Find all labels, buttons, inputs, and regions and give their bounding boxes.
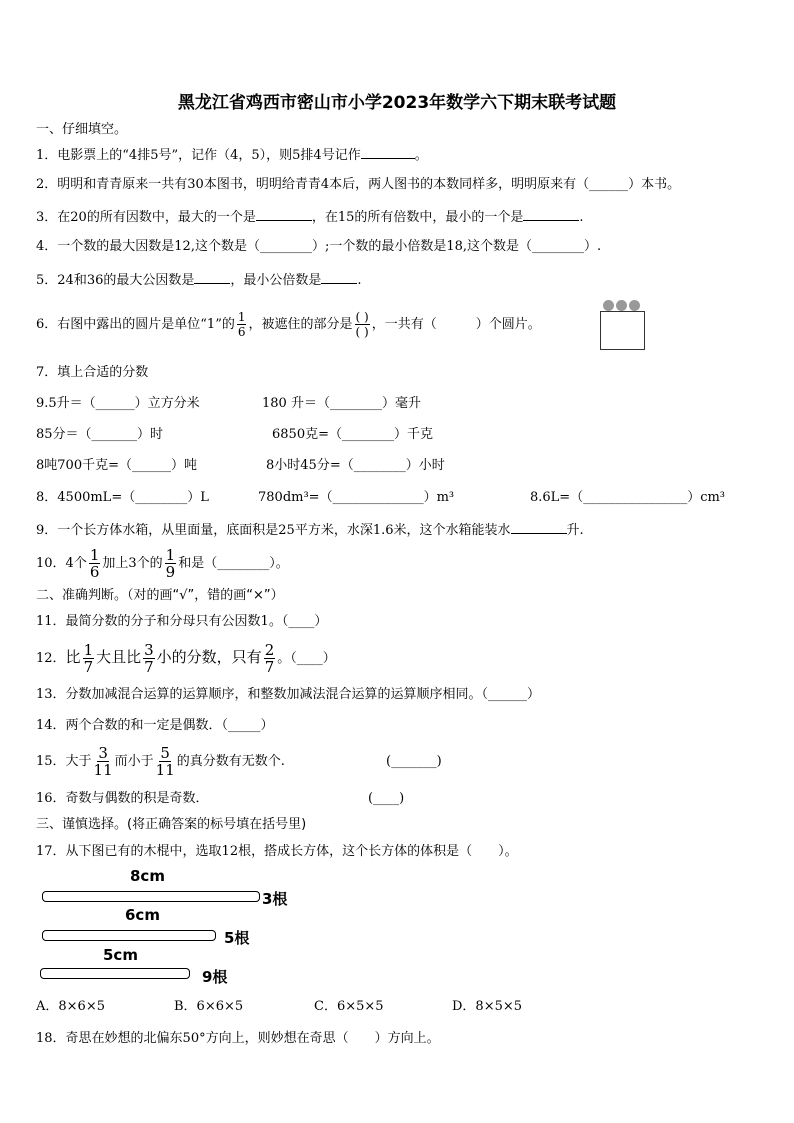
section-1-heading: 一、仔细填空。: [36, 122, 128, 137]
answer-blank[interactable]: [511, 520, 567, 534]
q7-row-3-left: 8吨700千克=（______）吨: [36, 458, 197, 473]
question-4: 4．一个数的最大因数是12,这个数是（________）;一个数的最小倍数是18,这个数是（________）.: [36, 239, 602, 254]
question-8c: 8.6L=（________________）cm³: [530, 490, 726, 505]
question-11: 11．最简分数的分子和分母只有公因数1。（____）: [36, 614, 328, 629]
option-d[interactable]: D．8×5×5: [452, 999, 523, 1014]
question-5: 5．24和36的最大公因数是 ，最小公倍数是 .: [36, 270, 362, 290]
stick-8cm: [42, 891, 260, 902]
fraction: $\frac{1}{7}$: [83, 640, 94, 676]
answer-blank[interactable]: [523, 207, 579, 221]
stick-5cm: [40, 968, 190, 979]
fraction: $\frac{5}{11}$: [155, 744, 175, 779]
covered-discs-figure: [600, 298, 646, 352]
answer-blank[interactable]: [361, 145, 415, 159]
section-2-heading: 二、准确判断。（对的画“√”，错的画“×”）: [36, 588, 284, 603]
fraction-blank[interactable]: $\frac{( )}{( )}$: [355, 310, 369, 339]
fraction: $\frac{2}{7}$: [264, 640, 275, 676]
question-6: 6．右图中露出的圆片是单位“1”的 $\frac{1}{6}$ ，被遮住的部分是 $\frac{( )}{( )}$ ，一共有（ ）个圆片。: [36, 310, 541, 339]
stick-length-label: 8cm: [130, 867, 165, 885]
fraction: $\frac{1}{6}$: [89, 546, 100, 581]
q7-row-3-right: 8小时45分=（________）小时: [266, 458, 445, 473]
fraction: $\frac{1}{9}$: [165, 546, 176, 581]
question-18: 18．奇思在妙想的北偏东50°方向上，则妙想在奇思（ ）方向上。: [36, 1031, 440, 1046]
stick-count-label: 5根: [224, 929, 250, 947]
question-7: 7．填上合适的分数: [36, 365, 149, 380]
stick-length-label: 6cm: [125, 906, 160, 924]
option-c[interactable]: C．6×5×5: [314, 999, 384, 1014]
question-8a: 8．4500mL=（________）L: [36, 490, 209, 505]
disc-icon: [629, 300, 640, 311]
q15-answer[interactable]: (_______): [386, 754, 442, 769]
question-15: 15．大于 $\frac{3}{11}$ 而小于 $\frac{5}{11}$ 的真分数有无数个.: [36, 744, 285, 779]
q7-row-2-right: 6850克=（________）千克: [272, 427, 433, 442]
question-17: 17．从下图已有的木棍中，选取12根，搭成长方体，这个长方体的体积是（ ）。: [36, 844, 518, 859]
question-8b: 780dm³=（______________）m³: [258, 490, 455, 505]
stick-length-label: 5cm: [103, 946, 138, 964]
disc-icon: [603, 300, 614, 311]
fraction-one-sixth: $\frac{1}{6}$: [237, 310, 246, 339]
fraction: $\frac{3}{11}$: [93, 744, 113, 779]
question-10: 10．4个 $\frac{1}{6}$ 加上3个的 $\frac{1}{9}$ 和是（________）。: [36, 546, 289, 581]
stick-count-label: 3根: [262, 890, 288, 908]
answer-blank[interactable]: [194, 270, 230, 284]
question-2: 2．明明和青青原来一共有30本图书，明明给青青4本后，两人图书的本数同样多，明明原来有（______）本书。: [36, 177, 681, 192]
answer-blank[interactable]: [321, 270, 357, 284]
answer-blank[interactable]: [256, 207, 312, 221]
q7-row-2-left: 85分＝（_______）时: [36, 427, 164, 442]
question-16: 16．奇数与偶数的积是奇数．: [36, 791, 209, 806]
page-title: 黑龙江省鸡西市密山市小学2023年数学六下期末联考试题: [177, 93, 617, 113]
disc-icon: [616, 300, 627, 311]
section-3-heading: 三、谨慎选择。(将正确答案的标号填在括号里): [36, 817, 307, 832]
question-9: 9．一个长方体水箱，从里面量，底面积是25平方米，水深1.6米，这个水箱能装水 升.: [36, 520, 584, 540]
option-b[interactable]: B．6×6×5: [174, 999, 244, 1014]
question-3: 3．在20的所有因数中，最大的一个是 ，在15的所有倍数中，最小的一个是 .: [36, 207, 584, 227]
q7-row-1-right: 180 升＝（________）毫升: [262, 396, 421, 411]
q7-row-1-left: 9.5升＝（______）立方分米: [36, 396, 200, 411]
cover-box: [600, 311, 645, 350]
question-14: 14．两个合数的和一定是偶数．（_____）: [36, 718, 274, 733]
fraction: $\frac{3}{7}$: [144, 640, 154, 676]
q16-answer[interactable]: (____): [368, 791, 405, 806]
question-12: 12．比 $\frac{1}{7}$ 大且比 $\frac{3}{7}$ 小的分数，只有 $\frac{2}{7}$ 。（____）: [36, 640, 336, 676]
option-a[interactable]: A．8×6×5: [36, 999, 105, 1014]
stick-6cm: [42, 930, 216, 941]
question-13: 13．分数加减混合运算的运算顺序，和整数加减法混合运算的运算顺序相同。（______）: [36, 687, 541, 702]
question-1: 1．电影票上的“4排5号”，记作（4，5），则5排4号记作 。: [36, 145, 428, 165]
stick-count-label: 9根: [202, 968, 228, 986]
